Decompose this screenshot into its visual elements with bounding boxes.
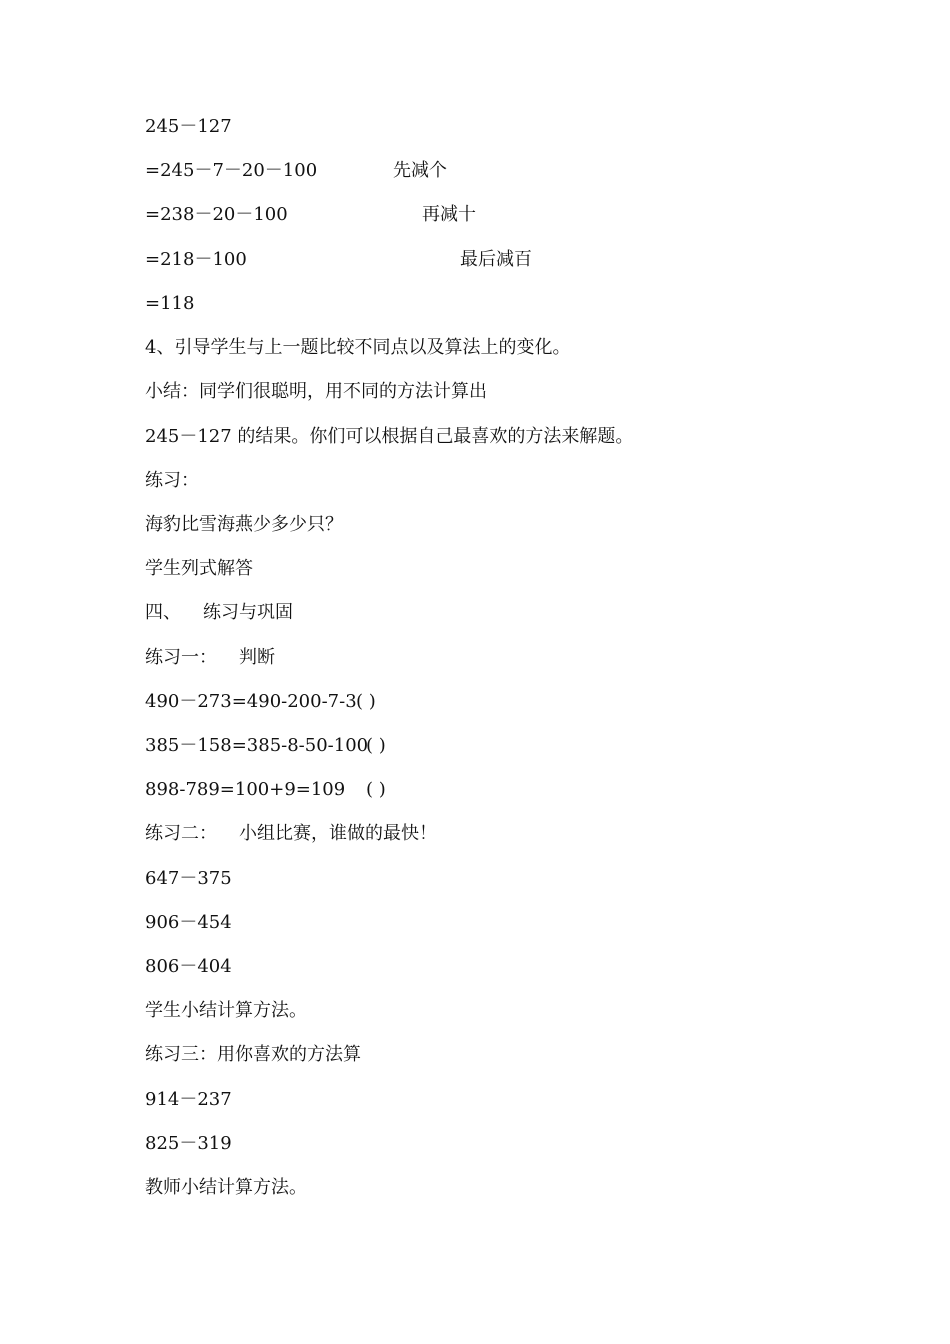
equation-line	[145, 864, 232, 894]
paragraph-text: 学生列式解答	[145, 558, 253, 579]
exercise-title: 小组比赛，谁做的最快！	[239, 823, 437, 844]
equation-line	[145, 112, 232, 142]
equation-text: 914－237	[145, 1089, 232, 1110]
paragraph-text: 4、引导学生与上一题比较不同点以及算法上的变化。	[145, 337, 571, 358]
equation-text: =238－20－100	[145, 204, 288, 225]
paragraph-text: 小结：同学们很聪明，用不同的方法计算出	[145, 381, 487, 402]
paragraph	[145, 333, 570, 363]
equation-text: =245－7－20－100	[145, 160, 318, 181]
paragraph-text: 学生小结计算方法。	[145, 1000, 307, 1021]
equation-text: 906－454	[145, 912, 232, 933]
paragraph-text: 245－127 的结果。你们可以根据自己最喜欢的方法来解题。	[145, 426, 634, 447]
paragraph-text: 海豹比雪海燕少多少只？	[145, 514, 343, 535]
equation-line	[145, 1085, 232, 1115]
equation-text: =218－100	[145, 249, 247, 270]
equation-line	[145, 908, 232, 938]
paragraph-text: 教师小结计算方法。	[145, 1177, 307, 1198]
equation-text: 806－404	[145, 956, 232, 977]
equation-step-line	[145, 245, 845, 275]
exercise-heading	[145, 819, 437, 849]
exercise-heading	[145, 1040, 361, 1070]
paragraph	[145, 422, 633, 452]
paragraph	[145, 554, 253, 584]
paragraph	[145, 996, 307, 1026]
answer-blank: ( )	[366, 779, 386, 800]
section-title: 练习与巩固	[203, 602, 293, 623]
equation-step-line	[145, 156, 845, 186]
exercise-label: 练习一：	[145, 647, 217, 668]
equation-text: 825－319	[145, 1133, 232, 1154]
equation-text: 245－127	[145, 116, 232, 137]
paragraph	[145, 510, 343, 540]
judgement-line	[145, 775, 845, 805]
answer-blank: ( )	[356, 691, 376, 712]
paragraph	[145, 1173, 307, 1203]
equation-step-line	[145, 200, 845, 230]
equation-line	[145, 952, 232, 982]
judgement-line	[145, 731, 845, 761]
equation-text: 647－375	[145, 868, 232, 889]
equation-text: 898-789=100+9=109	[145, 779, 346, 800]
paragraph	[145, 377, 487, 407]
exercise-label: 练习二：	[145, 823, 217, 844]
equation-text: 385－158=385-8-50-100	[145, 735, 369, 756]
paragraph-text: 练习三：用你喜欢的方法算	[145, 1044, 361, 1065]
judgement-line	[145, 687, 845, 717]
equation-text: 490－273=490-200-7-3	[145, 691, 357, 712]
step-note: 先减个	[393, 160, 447, 181]
exercise-title: 判断	[239, 647, 275, 668]
answer-blank: ( )	[366, 735, 386, 756]
equation-line	[145, 1129, 232, 1159]
equation-line	[145, 289, 194, 319]
section-number: 四、	[145, 602, 181, 623]
section-label	[145, 466, 199, 496]
section-heading	[145, 598, 293, 628]
equation-text: =118	[145, 293, 195, 314]
step-note: 最后减百	[460, 249, 532, 270]
exercise-heading	[145, 643, 275, 673]
paragraph-text: 练习：	[145, 470, 199, 491]
step-note: 再减十	[422, 204, 476, 225]
